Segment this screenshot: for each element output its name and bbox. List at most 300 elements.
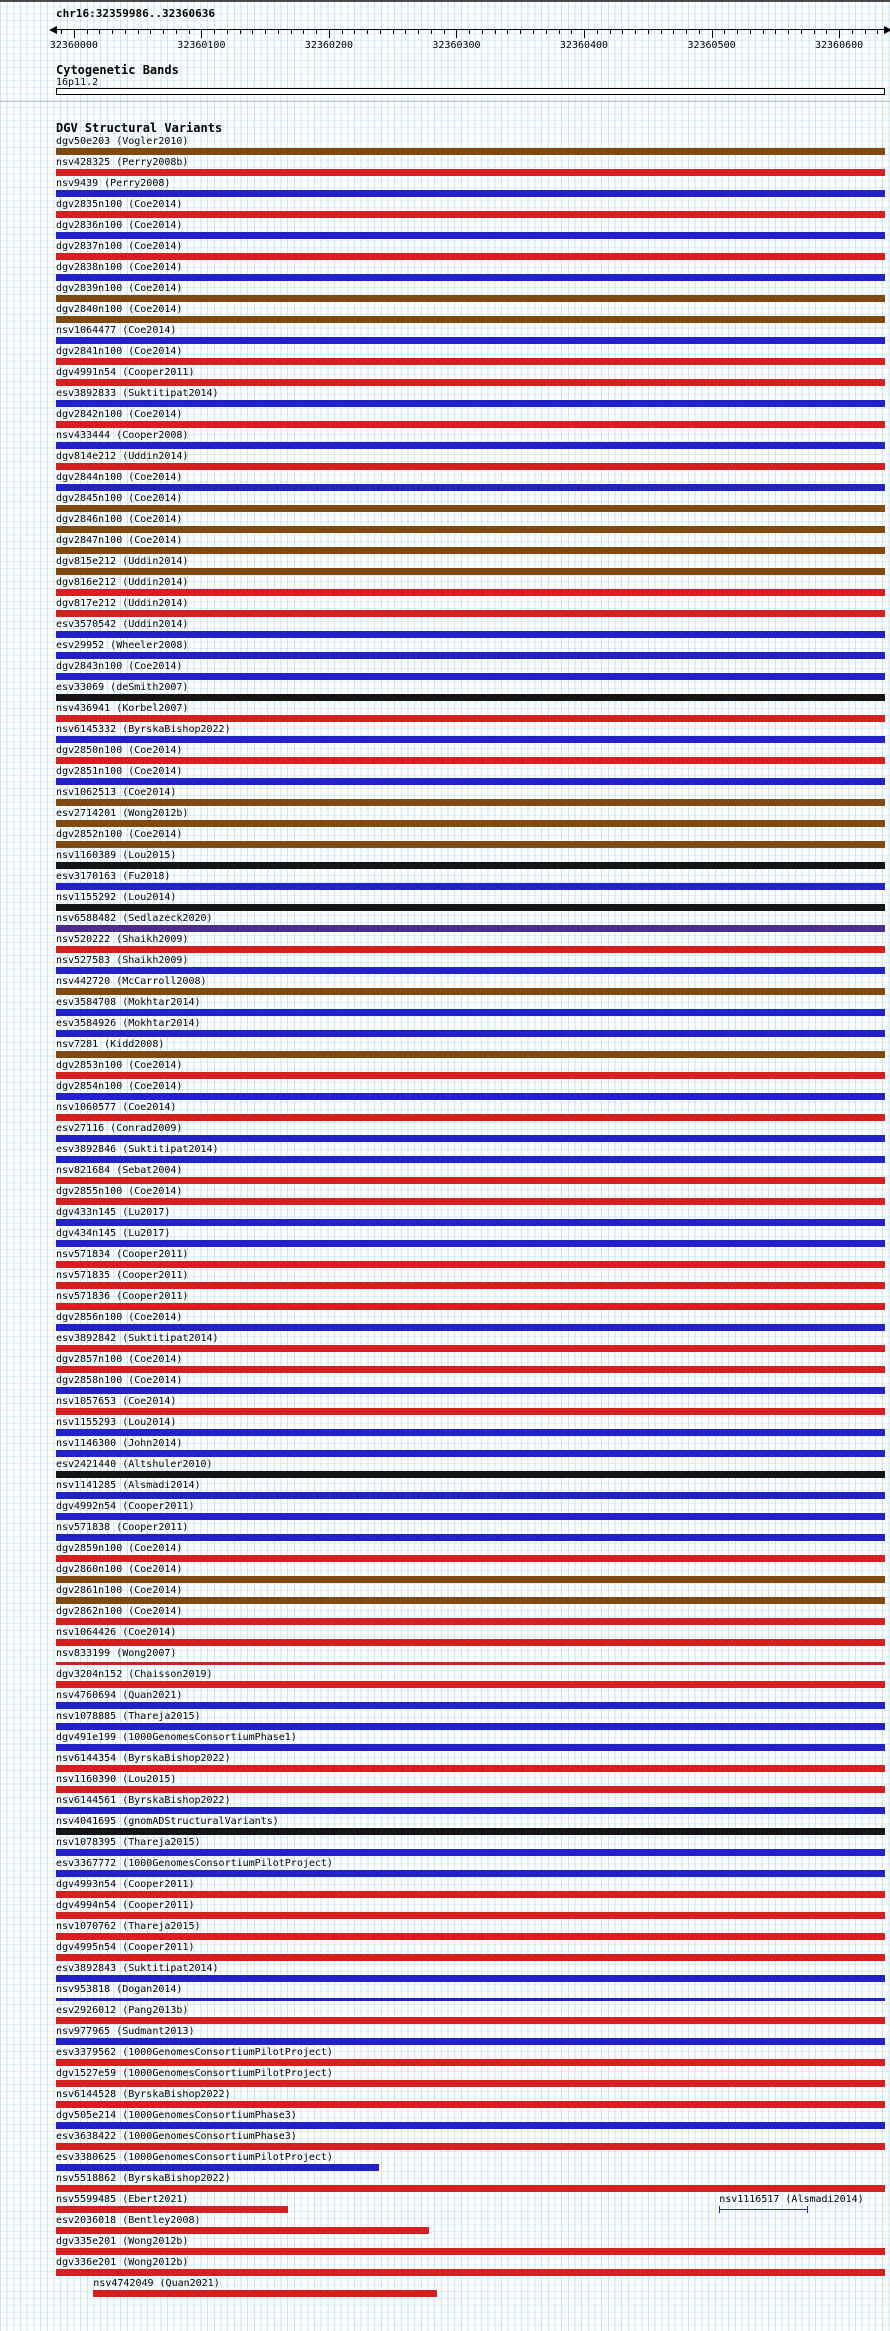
variant-row-track — [56, 787, 885, 808]
top-border-line — [0, 0, 890, 2]
variant-label[interactable]: dgv2854n100 (Coe2014) — [56, 1081, 183, 1092]
variant-row-track — [56, 325, 885, 346]
variant-bar[interactable] — [56, 2017, 885, 2024]
variant-bar[interactable] — [56, 2248, 885, 2255]
variant-bar[interactable] — [56, 400, 885, 407]
variant-label[interactable]: dgv2836n100 (Coe2014) — [56, 220, 183, 231]
variant-bar[interactable] — [56, 841, 885, 848]
variant-row — [0, 2278, 890, 2299]
variant-bar[interactable] — [56, 1219, 885, 1226]
variant-label[interactable]: dgv2853n100 (Coe2014) — [56, 1060, 183, 1071]
variant-row — [0, 913, 890, 934]
variant-row-track — [56, 1291, 885, 1312]
variant-row — [0, 1669, 890, 1690]
variant-row-track — [56, 1732, 885, 1753]
variant-label[interactable]: nsv6144561 (ByrskaBishop2022) — [56, 1795, 231, 1806]
variant-bar[interactable] — [56, 1072, 885, 1079]
variant-bar[interactable] — [56, 1744, 885, 1751]
variant-label[interactable]: dgv434n145 (Lu2017) — [56, 1228, 171, 1239]
variant-row-track — [56, 1438, 885, 1459]
ruler-tick — [865, 30, 866, 34]
variant-bar[interactable] — [56, 1429, 885, 1436]
variant-label[interactable]: dgv817e212 (Uddin2014) — [56, 598, 189, 609]
variant-label[interactable]: dgv4994n54 (Cooper2011) — [56, 1900, 195, 1911]
variant-row — [0, 976, 890, 997]
variant-bar[interactable] — [56, 2269, 885, 2276]
variant-row — [0, 535, 890, 556]
variant-bar[interactable] — [56, 1975, 885, 1982]
variant-row-track — [56, 1879, 885, 1900]
variant-bar[interactable] — [56, 1765, 885, 1772]
variant-bar[interactable] — [56, 820, 885, 827]
variant-bar[interactable] — [56, 1702, 885, 1709]
variant-label[interactable]: dgv2850n100 (Coe2014) — [56, 745, 183, 756]
variant-bar[interactable] — [56, 442, 885, 449]
variant-row — [0, 1963, 890, 1984]
ruler-tick — [724, 30, 725, 34]
variant-label[interactable]: nsv442720 (McCarroll2008) — [56, 976, 207, 987]
variant-bar[interactable] — [56, 883, 885, 890]
variant-bar[interactable] — [56, 2101, 885, 2108]
variant-label[interactable]: dgv2852n100 (Coe2014) — [56, 829, 183, 840]
variant-label[interactable]: dgv816e212 (Uddin2014) — [56, 577, 189, 588]
variant-label[interactable]: nsv1146300 (John2014) — [56, 1438, 183, 1449]
variant-row-track — [56, 220, 885, 241]
variant-row-track — [56, 2194, 885, 2215]
variant-bar[interactable] — [56, 232, 885, 239]
variant-row — [0, 220, 890, 241]
variant-row — [0, 934, 890, 955]
variant-row — [0, 1354, 890, 1375]
variant-label[interactable]: dgv2858n100 (Coe2014) — [56, 1375, 183, 1386]
variant-label[interactable]: dgv4991n54 (Cooper2011) — [56, 367, 195, 378]
variant-bar[interactable] — [56, 1998, 885, 2001]
variant-label[interactable]: dgv2843n100 (Coe2014) — [56, 661, 183, 672]
variant-row — [0, 1228, 890, 1249]
variant-bar[interactable] — [56, 1135, 885, 1142]
ruler-tick-label: 32360200 — [304, 40, 354, 51]
variant-row — [0, 388, 890, 409]
variant-row-track — [56, 1144, 885, 1165]
variant-bar[interactable] — [56, 379, 885, 386]
variant-label[interactable]: nsv6144528 (ByrskaBishop2022) — [56, 2089, 231, 2100]
variant-bar[interactable] — [56, 358, 885, 365]
variant-label[interactable]: nsv833199 (Wong2007) — [56, 1648, 177, 1659]
variant-bar[interactable] — [56, 988, 885, 995]
variant-label[interactable]: nsv1064426 (Coe2014) — [56, 1627, 177, 1638]
variant-bar[interactable] — [56, 1282, 885, 1289]
ruler-tick — [533, 30, 534, 34]
variant-label[interactable]: dgv2841n100 (Coe2014) — [56, 346, 183, 357]
variant-bar[interactable] — [56, 736, 885, 743]
variant-label[interactable]: esv3379562 (1000GenomesConsortiumPilotProject) — [56, 2047, 333, 2058]
variant-label[interactable]: dgv2837n100 (Coe2014) — [56, 241, 183, 252]
variant-bar[interactable] — [56, 1828, 885, 1835]
variant-bar[interactable] — [56, 2206, 288, 2213]
variant-label[interactable]: nsv4742049 (Quan2021) — [93, 2278, 220, 2289]
variant-label[interactable]: nsv433444 (Cooper2008) — [56, 430, 189, 441]
variant-label[interactable]: dgv2846n100 (Coe2014) — [56, 514, 183, 525]
variant-row — [0, 892, 890, 913]
variant-bar[interactable] — [56, 1051, 885, 1058]
variant-label[interactable]: esv3367772 (1000GenomesConsortiumPilotProject) — [56, 1858, 333, 1869]
variant-row-track — [56, 619, 885, 640]
variant-label[interactable]: dgv335e201 (Wong2012b) — [56, 2236, 189, 2247]
variant-label[interactable]: nsv953818 (Dogan2014) — [56, 1984, 183, 1995]
variant-row-track — [56, 1984, 885, 2005]
variant-bar[interactable] — [56, 1807, 885, 1814]
variant-bar[interactable] — [56, 484, 885, 491]
variant-label[interactable]: dgv2859n100 (Coe2014) — [56, 1543, 183, 1554]
variant-bar[interactable] — [56, 652, 885, 659]
variant-bar[interactable] — [719, 2206, 808, 2213]
variant-row — [0, 199, 890, 220]
variant-row-track — [56, 346, 885, 367]
variant-label[interactable]: esv3170163 (Fu2018) — [56, 871, 171, 882]
variant-row-track — [56, 157, 885, 178]
variant-bar[interactable] — [56, 1450, 885, 1457]
variant-row-track — [56, 1375, 885, 1396]
variant-bar[interactable] — [56, 2143, 885, 2150]
variant-bar[interactable] — [56, 1030, 885, 1037]
variant-row-track — [56, 1396, 885, 1417]
variant-label[interactable]: dgv4993n54 (Cooper2011) — [56, 1879, 195, 1890]
variant-bar[interactable] — [56, 1009, 885, 1016]
ruler-tick — [712, 30, 713, 38]
variant-bar[interactable] — [56, 337, 885, 344]
variant-row — [0, 409, 890, 430]
ruler-tick — [342, 30, 343, 34]
variant-label[interactable]: dgv2838n100 (Coe2014) — [56, 262, 183, 273]
variant-label[interactable]: nsv1078395 (Thareja2015) — [56, 1837, 201, 1848]
variant-row — [0, 1144, 890, 1165]
variant-bar[interactable] — [56, 2227, 429, 2234]
variant-bar[interactable] — [56, 274, 885, 281]
variant-bar[interactable] — [56, 1156, 885, 1163]
variant-label[interactable]: dgv2839n100 (Coe2014) — [56, 283, 183, 294]
variant-row — [0, 2173, 890, 2194]
variant-label[interactable]: nsv5518862 (ByrskaBishop2022) — [56, 2173, 231, 2184]
variant-label[interactable]: dgv3204n152 (Chaisson2019) — [56, 1669, 213, 1680]
variant-row — [0, 1018, 890, 1039]
variant-label[interactable]: nsv6145332 (ByrskaBishop2022) — [56, 724, 231, 735]
variant-bar[interactable] — [56, 1576, 885, 1583]
variant-label[interactable]: nsv1116517 (Alsmadi2014) — [719, 2194, 864, 2205]
variant-label[interactable]: nsv571835 (Cooper2011) — [56, 1270, 189, 1281]
variant-bar[interactable] — [56, 2185, 885, 2192]
variant-bar[interactable] — [56, 778, 885, 785]
variant-bar[interactable] — [56, 2122, 885, 2129]
variant-label[interactable]: dgv491e199 (1000GenomesConsortiumPhase1) — [56, 1732, 297, 1743]
ruler-tick — [125, 30, 126, 34]
variant-label[interactable]: esv29952 (Wheeler2008) — [56, 640, 189, 651]
variant-bar[interactable] — [56, 190, 885, 197]
variant-label[interactable]: dgv2856n100 (Coe2014) — [56, 1312, 183, 1323]
variant-label[interactable]: nsv4041695 (gnomADStructuralVariants) — [56, 1816, 279, 1827]
ruler-tick — [138, 30, 139, 34]
ruler-tick — [329, 30, 330, 38]
variant-bar[interactable] — [56, 862, 885, 869]
variant-label[interactable]: dgv814e212 (Uddin2014) — [56, 451, 189, 462]
variant-label[interactable]: dgv2861n100 (Coe2014) — [56, 1585, 183, 1596]
variant-bar[interactable] — [56, 253, 885, 260]
variant-bar[interactable] — [56, 1618, 885, 1625]
variant-row-track — [56, 1354, 885, 1375]
variant-bar[interactable] — [56, 1912, 885, 1919]
variant-label[interactable]: dgv505e214 (1000GenomesConsortiumPhase3) — [56, 2110, 297, 2121]
variant-bar[interactable] — [56, 925, 885, 932]
variant-bar[interactable] — [56, 1408, 885, 1415]
variant-label[interactable]: dgv2860n100 (Coe2014) — [56, 1564, 183, 1575]
variant-row-track — [56, 2110, 885, 2131]
variant-label[interactable]: nsv1070762 (Thareja2015) — [56, 1921, 201, 1932]
ruler-tick — [87, 30, 88, 34]
variant-label[interactable]: esv2714201 (Wong2012b) — [56, 808, 189, 819]
variant-label[interactable]: dgv2840n100 (Coe2014) — [56, 304, 183, 315]
variant-row-track — [56, 430, 885, 451]
variant-bar[interactable] — [56, 1471, 885, 1478]
variant-bar[interactable] — [56, 1933, 885, 1940]
variant-label[interactable]: esv27116 (Conrad2009) — [56, 1123, 183, 1134]
variant-row — [0, 136, 890, 157]
dgv-track-title: DGV Structural Variants — [56, 121, 223, 135]
variant-bar[interactable] — [56, 1261, 885, 1268]
variant-bar[interactable] — [56, 610, 885, 617]
variant-bar[interactable] — [56, 631, 885, 638]
variant-label[interactable]: esv3892846 (Suktitipat2014) — [56, 1144, 219, 1155]
variant-label[interactable]: nsv6588482 (Sedlazeck2020) — [56, 913, 213, 924]
variant-label[interactable]: nsv1057653 (Coe2014) — [56, 1396, 177, 1407]
variant-row-track — [56, 640, 885, 661]
variant-label[interactable]: nsv1141285 (Alsmadi2014) — [56, 1480, 201, 1491]
variant-label[interactable]: nsv1064477 (Coe2014) — [56, 325, 177, 336]
variant-label[interactable]: nsv9439 (Perry2008) — [56, 178, 171, 189]
variant-bar[interactable] — [56, 1387, 885, 1394]
variant-bar[interactable] — [56, 1345, 885, 1352]
variant-row — [0, 1585, 890, 1606]
variant-bar[interactable] — [56, 1870, 885, 1877]
variant-bar[interactable] — [56, 2059, 885, 2066]
variant-bar[interactable] — [56, 694, 885, 701]
variant-row-track — [56, 2257, 885, 2278]
variant-label[interactable]: esv3584926 (Mokhtar2014) — [56, 1018, 201, 1029]
variant-label[interactable]: esv3380625 (1000GenomesConsortiumPilotProject) — [56, 2152, 333, 2163]
ruler-tick — [699, 30, 700, 34]
variant-bar[interactable] — [56, 316, 885, 323]
variant-label[interactable]: dgv815e212 (Uddin2014) — [56, 556, 189, 567]
variant-row-track — [56, 724, 885, 745]
variant-bar[interactable] — [56, 1849, 885, 1856]
variant-label[interactable]: dgv2844n100 (Coe2014) — [56, 472, 183, 483]
ruler-tick — [482, 30, 483, 34]
variant-label[interactable]: esv3892833 (Suktitipat2014) — [56, 388, 219, 399]
variant-row — [0, 1942, 890, 1963]
variant-bar[interactable] — [56, 1597, 885, 1604]
variant-row-track — [56, 1816, 885, 1837]
variant-bar[interactable] — [56, 1513, 885, 1520]
variant-label[interactable]: dgv2845n100 (Coe2014) — [56, 493, 183, 504]
variant-label[interactable]: esv33069 (deSmith2007) — [56, 682, 189, 693]
ruler-tick — [393, 30, 394, 34]
variant-bar[interactable] — [56, 1093, 885, 1100]
variant-label[interactable]: esv3570542 (Uddin2014) — [56, 619, 189, 630]
variant-label[interactable]: esv3892842 (Suktitipat2014) — [56, 1333, 219, 1344]
ruler-tick — [469, 30, 470, 34]
variant-label[interactable]: esv2926012 (Pang2013b) — [56, 2005, 189, 2016]
variant-label[interactable]: nsv7281 (Kidd2008) — [56, 1039, 165, 1050]
variant-label[interactable]: nsv1155293 (Lou2014) — [56, 1417, 177, 1428]
variant-bar[interactable] — [56, 2038, 885, 2045]
variant-label[interactable]: nsv436941 (Korbel2007) — [56, 703, 189, 714]
ruler-tick — [520, 30, 521, 34]
variant-label[interactable]: esv3584708 (Mokhtar2014) — [56, 997, 201, 1008]
variant-bar[interactable] — [56, 1681, 885, 1688]
variant-row — [0, 367, 890, 388]
variant-bar[interactable] — [56, 1639, 885, 1646]
variant-label[interactable]: nsv1155292 (Lou2014) — [56, 892, 177, 903]
variant-bar[interactable] — [56, 1114, 885, 1121]
variant-row-track — [56, 1081, 885, 1102]
variant-bar[interactable] — [56, 1954, 885, 1961]
variant-row-track — [56, 1585, 885, 1606]
variant-bar[interactable] — [56, 757, 885, 764]
variant-label[interactable]: dgv4992n54 (Cooper2011) — [56, 1501, 195, 1512]
variant-label[interactable]: nsv1060577 (Coe2014) — [56, 1102, 177, 1113]
variant-bar[interactable] — [56, 1198, 885, 1205]
variant-label[interactable]: nsv571834 (Cooper2011) — [56, 1249, 189, 1260]
variant-row-track — [56, 1018, 885, 1039]
variant-bar[interactable] — [56, 1786, 885, 1793]
variant-label[interactable]: nsv571838 (Cooper2011) — [56, 1522, 189, 1533]
variant-row — [0, 1648, 890, 1669]
variant-label[interactable]: dgv2862n100 (Coe2014) — [56, 1606, 183, 1617]
variant-row-track — [56, 808, 885, 829]
variant-label[interactable]: nsv977965 (Sudmant2013) — [56, 2026, 195, 2037]
variant-bar[interactable] — [56, 1177, 885, 1184]
variant-row — [0, 178, 890, 199]
variant-bar[interactable] — [56, 463, 885, 470]
variant-label[interactable]: dgv433n145 (Lu2017) — [56, 1207, 171, 1218]
variant-label[interactable]: nsv1160390 (Lou2015) — [56, 1774, 177, 1785]
ruler-tick — [546, 30, 547, 34]
variant-label[interactable]: dgv2835n100 (Coe2014) — [56, 199, 183, 210]
variant-label[interactable]: nsv527583 (Shaikh2009) — [56, 955, 189, 966]
variant-row — [0, 304, 890, 325]
variant-label[interactable]: dgv2855n100 (Coe2014) — [56, 1186, 183, 1197]
variant-label[interactable]: dgv2851n100 (Coe2014) — [56, 766, 183, 777]
variant-label[interactable]: esv2421440 (Altshuler2010) — [56, 1459, 213, 1470]
variant-bar[interactable] — [56, 211, 885, 218]
variant-bar[interactable] — [56, 715, 885, 722]
variant-row-track — [56, 682, 885, 703]
variant-row-track — [56, 178, 885, 199]
variant-bar[interactable] — [56, 295, 885, 302]
variant-row-track — [56, 1627, 885, 1648]
variant-label[interactable]: dgv336e201 (Wong2012b) — [56, 2257, 189, 2268]
variant-label[interactable]: nsv1160389 (Lou2015) — [56, 850, 177, 861]
variant-label[interactable]: nsv571836 (Cooper2011) — [56, 1291, 189, 1302]
ruler-tick — [265, 30, 266, 34]
variant-row — [0, 703, 890, 724]
variant-label[interactable]: esv2036018 (Bentley2008) — [56, 2215, 201, 2226]
variant-label[interactable]: dgv2842n100 (Coe2014) — [56, 409, 183, 420]
variant-bar[interactable] — [56, 673, 885, 680]
variant-label[interactable]: dgv1527e59 (1000GenomesConsortiumPilotProject) — [56, 2068, 333, 2079]
variant-label[interactable]: esv3892843 (Suktitipat2014) — [56, 1963, 219, 1974]
variant-label[interactable]: dgv4995n54 (Cooper2011) — [56, 1942, 195, 1953]
ruler-tick-label: 32360100 — [177, 40, 226, 51]
variant-bar[interactable] — [56, 589, 885, 596]
variant-label[interactable]: nsv428325 (Perry2008b) — [56, 157, 189, 168]
variant-bar[interactable] — [56, 2080, 885, 2087]
variant-label[interactable]: nsv520222 (Shaikh2009) — [56, 934, 189, 945]
variant-bar[interactable] — [56, 421, 885, 428]
variant-label[interactable]: nsv6144354 (ByrskaBishop2022) — [56, 1753, 231, 1764]
variant-bar[interactable] — [56, 1303, 885, 1310]
variant-bar[interactable] — [56, 904, 885, 911]
variant-bar[interactable] — [93, 2290, 437, 2297]
variant-row-track — [56, 1501, 885, 1522]
variant-row-track — [56, 2215, 885, 2236]
variant-bar[interactable] — [56, 148, 885, 155]
variant-bar[interactable] — [56, 1891, 885, 1898]
variant-row-track — [56, 829, 885, 850]
variant-bar[interactable] — [56, 1662, 885, 1665]
variant-row-track — [56, 2173, 885, 2194]
variant-row-track — [56, 514, 885, 535]
variant-row — [0, 1879, 890, 1900]
variant-bar[interactable] — [56, 799, 885, 806]
variant-label[interactable]: nsv821684 (Sebat2004) — [56, 1165, 183, 1176]
ruler-tick — [291, 30, 292, 34]
variant-bar[interactable] — [56, 967, 885, 974]
variant-row-track — [56, 934, 885, 955]
variant-label[interactable]: nsv1078885 (Thareja2015) — [56, 1711, 201, 1722]
variant-bar[interactable] — [56, 1555, 885, 1562]
variant-bar[interactable] — [56, 1723, 885, 1730]
variant-row-track — [56, 745, 885, 766]
variant-row-track — [56, 199, 885, 220]
variant-bar[interactable] — [56, 547, 885, 554]
variant-bar[interactable] — [56, 169, 885, 176]
variant-row-track — [56, 1753, 885, 1774]
variant-label[interactable]: nsv5599485 (Ebert2021) — [56, 2194, 189, 2205]
variant-bar[interactable] — [56, 526, 885, 533]
variant-label[interactable]: dgv50e203 (Vogler2010) — [56, 136, 189, 147]
variant-row — [0, 766, 890, 787]
variant-bar[interactable] — [56, 1324, 885, 1331]
variant-bar[interactable] — [56, 1534, 885, 1541]
variant-row-track — [56, 1921, 885, 1942]
variant-label[interactable]: nsv1062513 (Coe2014) — [56, 787, 177, 798]
variant-bar[interactable] — [56, 1492, 885, 1499]
ruler-tick-label: 32360000 — [49, 40, 98, 51]
variant-label[interactable]: nsv4760694 (Quan2021) — [56, 1690, 183, 1701]
variant-bar[interactable] — [56, 505, 885, 512]
variant-bar[interactable] — [56, 1240, 885, 1247]
variant-bar[interactable] — [56, 2164, 379, 2171]
variant-row-track — [56, 2278, 885, 2299]
variant-bar[interactable] — [56, 568, 885, 575]
variant-label[interactable]: esv3638422 (1000GenomesConsortiumPhase3) — [56, 2131, 297, 2142]
variant-bar[interactable] — [56, 946, 885, 953]
variant-row — [0, 1186, 890, 1207]
ruler-tick — [150, 30, 151, 34]
variant-label[interactable]: dgv2847n100 (Coe2014) — [56, 535, 183, 546]
variant-bar[interactable] — [56, 1366, 885, 1373]
ruler-tick — [316, 30, 317, 34]
variant-label[interactable]: dgv2857n100 (Coe2014) — [56, 1354, 183, 1365]
